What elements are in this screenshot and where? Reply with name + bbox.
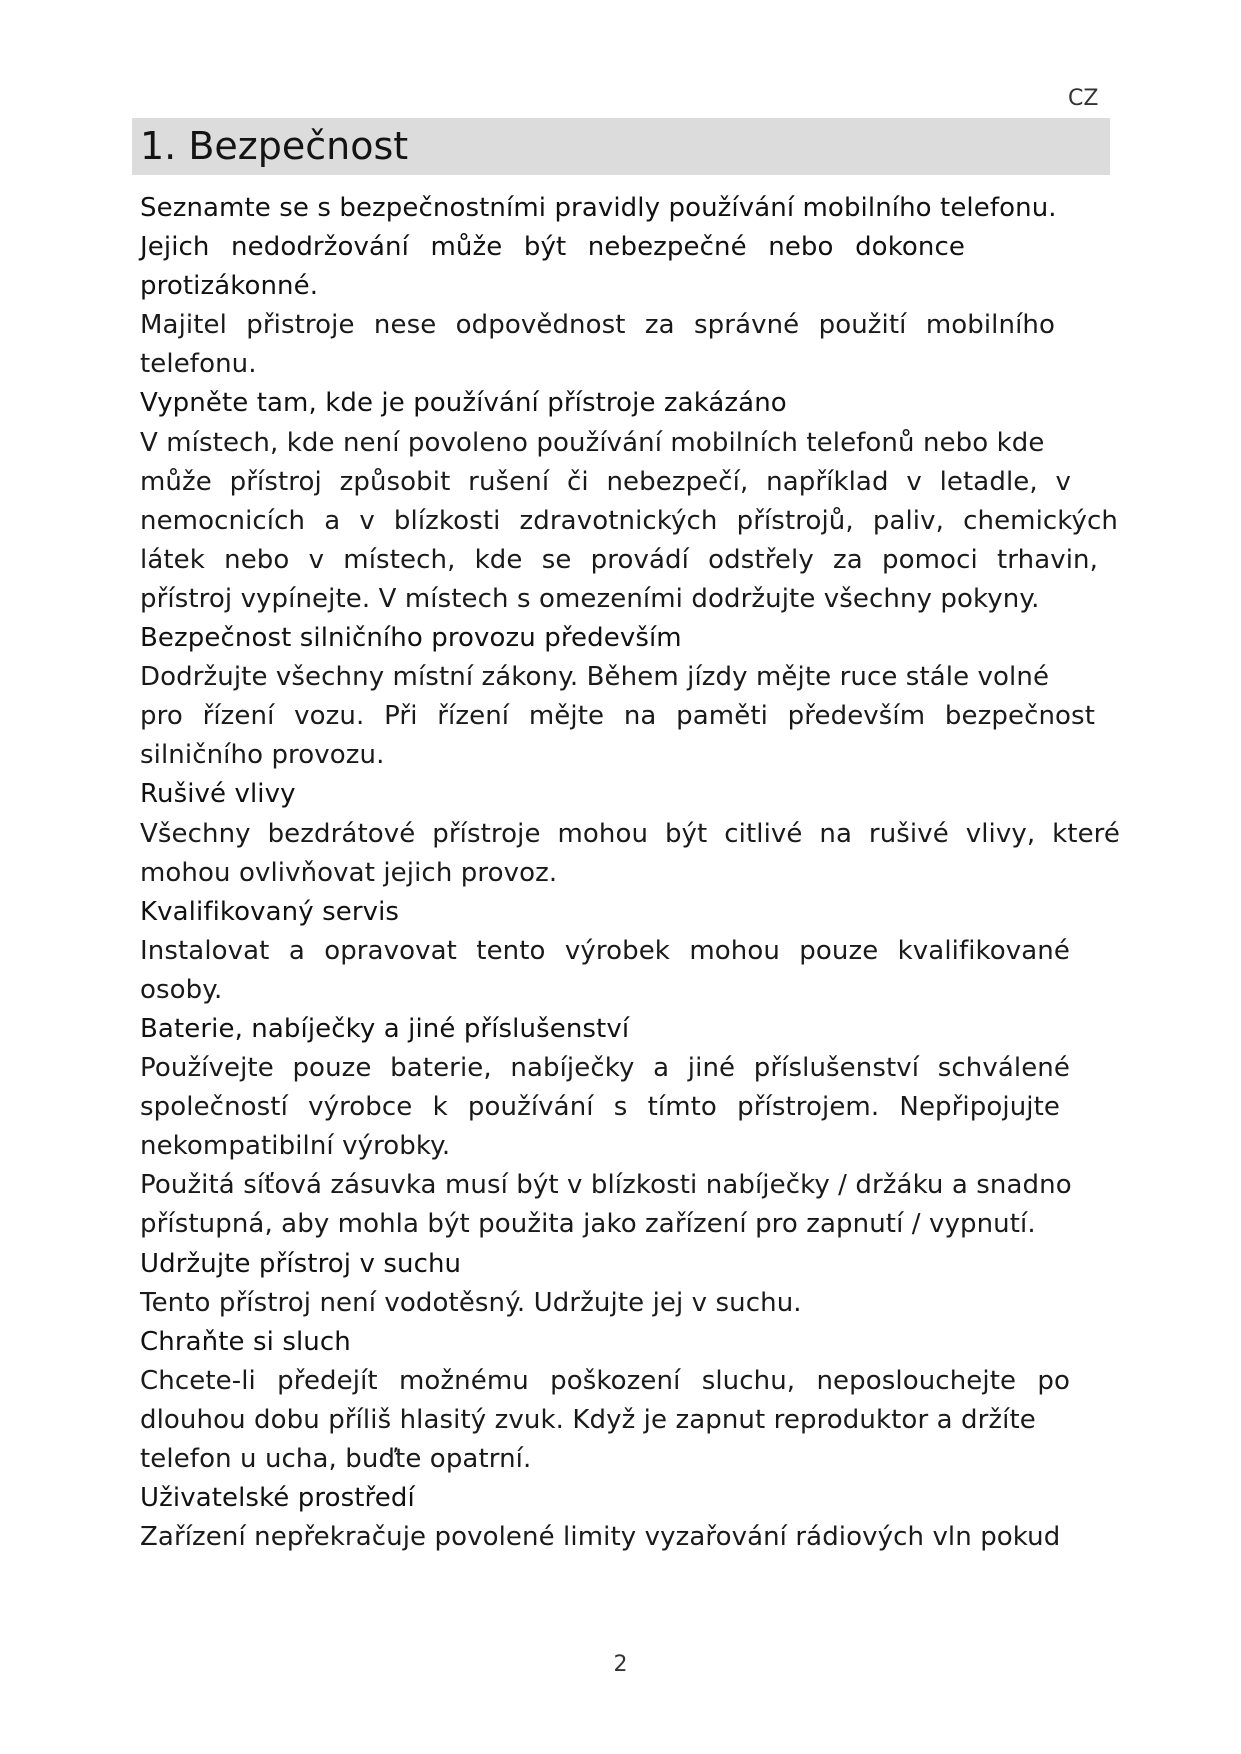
- heading-road-safety: Bezpečnost silničního provozu především: [140, 623, 682, 654]
- page-number: 2: [613, 1652, 628, 1677]
- body-line: mohou ovlivňovat jejich provoz.: [140, 857, 558, 888]
- heading-keep-dry: Udržujte přístroj v suchu: [140, 1248, 462, 1279]
- body-line: nekompatibilní výrobky.: [140, 1131, 451, 1162]
- body-line: přístroj vypínejte. V místech s omezeními dodržujte všechny pokyny.: [140, 583, 1040, 614]
- intro-line: Seznamte se s bezpečnostními pravidly používání mobilního telefonu.: [140, 193, 1057, 223]
- body-line: Všechny bezdrátové přístroje mohou být citlivé na rušivé vlivy, které: [140, 818, 1120, 849]
- body-line: přístupná, aby mohla být použita jako zařízení pro zapnutí / vypnutí.: [140, 1209, 1036, 1240]
- owner-line: Majitel přistroje nese odpovědnost za správné použití mobilního: [140, 310, 1055, 341]
- body-line: dlouhou dobu příliš hlasitý zvuk. Když je zapnut reproduktor a držíte: [140, 1404, 1036, 1435]
- body-line: pro řízení vozu. Při řízení mějte na paměti především bezpečnost: [140, 701, 1095, 732]
- heading-hearing: Chraňte si sluch: [140, 1326, 351, 1357]
- body-line: V místech, kde není povoleno používání mobilních telefonů nebo kde: [140, 427, 1045, 458]
- heading-service: Kvalifikovaný servis: [140, 896, 400, 927]
- body-line: Dodržujte všechny místní zákony. Během jízdy mějte ruce stále volné: [140, 662, 1050, 693]
- intro-line: Jejich nedodržování může být nebezpečné nebo dokonce: [140, 232, 965, 263]
- owner-line: telefonu.: [140, 349, 257, 380]
- heading-batteries: Baterie, nabíječky a jiné příslušenství: [140, 1013, 630, 1044]
- body-line: telefon u ucha, buďte opatrní.: [140, 1444, 532, 1474]
- body-line: Instalovat a opravovat tento výrobek mohou pouze kvalifikované: [140, 935, 1070, 966]
- language-label: CZ: [1068, 86, 1099, 111]
- body-line: Použitá síťová zásuvka musí být v blízkosti nabíječky / držáku a snadno: [140, 1170, 1072, 1201]
- body-line: osoby.: [140, 974, 223, 1005]
- body-line: látek nebo v místech, kde se provádí odstřely za pomoci trhavin,: [140, 544, 1098, 575]
- heading-environment: Uživatelské prostředí: [140, 1483, 415, 1514]
- heading-interference: Rušivé vlivy: [140, 779, 296, 810]
- body-line: Tento přístroj není vodotěsný. Udržujte jej v suchu.: [140, 1287, 802, 1318]
- body-line: silničního provozu.: [140, 740, 385, 771]
- intro-line: protizákonné.: [140, 271, 319, 302]
- section-title: 1. Bezpečnost: [140, 124, 409, 168]
- body-line: Používejte pouze baterie, nabíječky a jiné příslušenství schválené: [140, 1053, 1070, 1084]
- body-line: nemocnicích a v blízkosti zdravotnických přístrojů, paliv, chemických: [140, 505, 1118, 536]
- body-line: může přístroj způsobit rušení či nebezpečí, například v letadle, v: [140, 466, 1071, 497]
- document-body: [140, 189, 1125, 1557]
- heading-switch-off: Vypněte tam, kde je používání přístroje zakázáno: [140, 388, 787, 419]
- body-line: Zařízení nepřekračuje povolené limity vyzařování rádiových vln pokud: [140, 1522, 1061, 1553]
- body-line: společností výrobce k používání s tímto přístrojem. Nepřipojujte: [140, 1092, 1060, 1123]
- body-line: Chcete-li předejít možnému poškození sluchu, neposlouchejte po: [140, 1365, 1070, 1396]
- section-title-bar: [132, 118, 1110, 175]
